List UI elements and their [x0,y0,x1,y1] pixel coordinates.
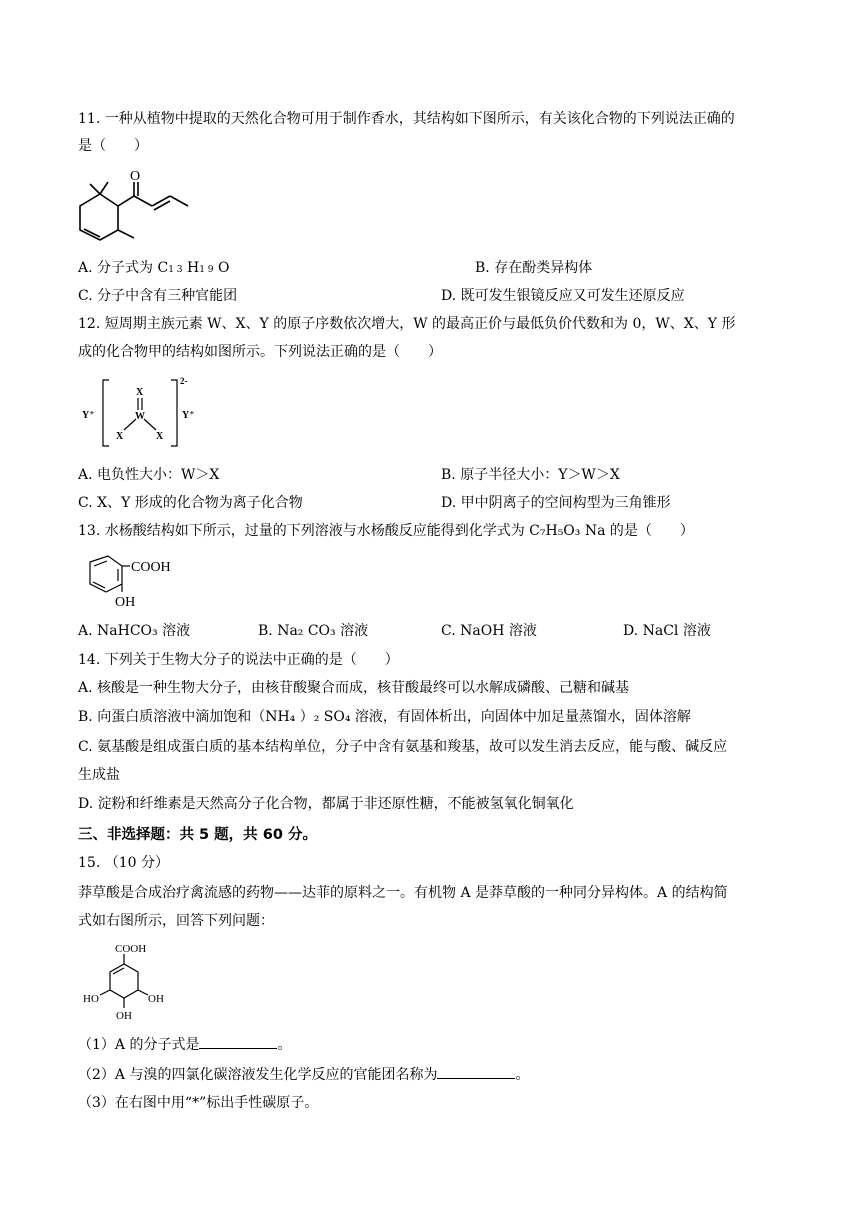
q15-number: 15. （10 分） [78,855,169,871]
q11-option-b: B. 存在酚类异构体 [475,260,593,276]
q15-structure [80,940,180,1025]
q12-option-b: B. 原子半径大小：Y＞W＞X [441,467,620,483]
q14-option-c-line1: C. 氨基酸是组成蛋白质的基本结构单位，分子中含有氨基和羧基，故可以发生消去反应，能与酸、碱反应 [78,739,728,755]
q12-x-right: X [156,431,164,442]
q15-part-2: （2）A 与溴的四氯化碳溶液发生化学反应的官能团名称为 。 [78,1064,529,1085]
q15-part-3: （3）在右图中用“*”标出手性碳原子。 [78,1095,319,1111]
q13-option-d: D. NaCl 溶液 [623,623,711,639]
q13-stem: 13. 水杨酸结构如下所示，过量的下列溶液与水杨酸反应能得到化学式为 C₇H₅O₃ Na 的是（ ） [78,523,694,539]
q12-charge: 2- [180,376,188,386]
q13-structure [78,552,188,610]
q14-option-d: D. 淀粉和纤维素是天然高分子化合物，都属于非还原性糖，不能被氢氧化铜氧化 [78,796,574,812]
q15-cooh: COOH [115,943,147,955]
q14-option-a: A. 核酸是一种生物大分子，由核苷酸聚合而成，核苷酸最终可以水解成磷酸、己糖和碱基 [78,680,630,696]
q14-option-c-line2: 生成盐 [78,767,120,783]
q12-stem-line2: 成的化合物甲的结构如图所示。下列说法正确的是（ ） [78,344,442,360]
q15-part-1: （1）A 的分子式是 。 [78,1034,291,1055]
q14-stem: 14. 下列关于生物大分子的说法中正确的是（ ） [78,652,399,668]
q14-option-b: B. 向蛋白质溶液中滴加饱和（NH₄ ）₂ SO₄ 溶液，有固体析出，向固体中加足量蒸馏水，固体溶解 [78,709,691,725]
q11-option-c: C. 分子中含有三种官能团 [78,288,238,304]
q15-answer-blank-2[interactable] [437,1064,515,1079]
q12-y-left: Y⁺ [82,410,95,421]
q11-option-d: D. 既可发生银镜反应又可发生还原反应 [441,288,685,304]
q15-intro-line2: 式如右图所示，回答下列问题： [78,913,274,929]
q15-answer-blank-1[interactable] [199,1034,277,1049]
q12-option-d: D. 甲中阴离子的空间构型为三角锥形 [441,495,671,511]
q11-carbonyl-o: O [130,169,141,184]
q12-x-left: X [116,431,124,442]
section-3-title: 三、非选择题：共 5 题，共 60 分。 [78,827,317,843]
q11-stem-line1: 11. 一种从植物中提取的天然化合物可用于制作香水，其结构如下图所示，有关该化合物的下列说法正确的 [78,111,735,127]
q11-option-a: A. 分子式为 C1 3 H1 9 O [78,260,230,276]
q13-oh: OH [115,595,136,610]
q12-option-a: A. 电负性大小：W＞X [78,467,220,483]
q13-option-c: C. NaOH 溶液 [441,623,537,639]
q12-stem-line1: 12. 短周期主族元素 W、X、Y 的原子序数依次增大，W 的最高正价与最低负价代数和为 0，W、X、Y 形 [78,316,736,332]
q11-structure [72,168,202,248]
q12-y-right: Y⁺ [182,410,195,421]
q15-oh-right: OH [148,993,164,1005]
q13-option-b: B. Na₂ CO₃ 溶液 [258,623,369,639]
q13-cooh: COOH [131,560,171,575]
q12-w: W [135,411,145,422]
q12-option-c: C. X、Y 形成的化合物为离子化合物 [78,495,303,511]
q13-option-a: A. NaHCO₃ 溶液 [78,623,191,639]
q11-stem-line2: 是（ ） [78,138,148,154]
q15-oh-bottom: OH [116,1010,132,1022]
q12-x-top: X [136,387,144,398]
q15-intro-line1: 莽草酸是合成治疗禽流感的药物——达菲的原料之一。有机物 A 是莽草酸的一种同分异构体。A 的结构简 [78,885,728,901]
q12-structure [76,374,206,452]
q15-ho-left: HO [83,993,99,1005]
